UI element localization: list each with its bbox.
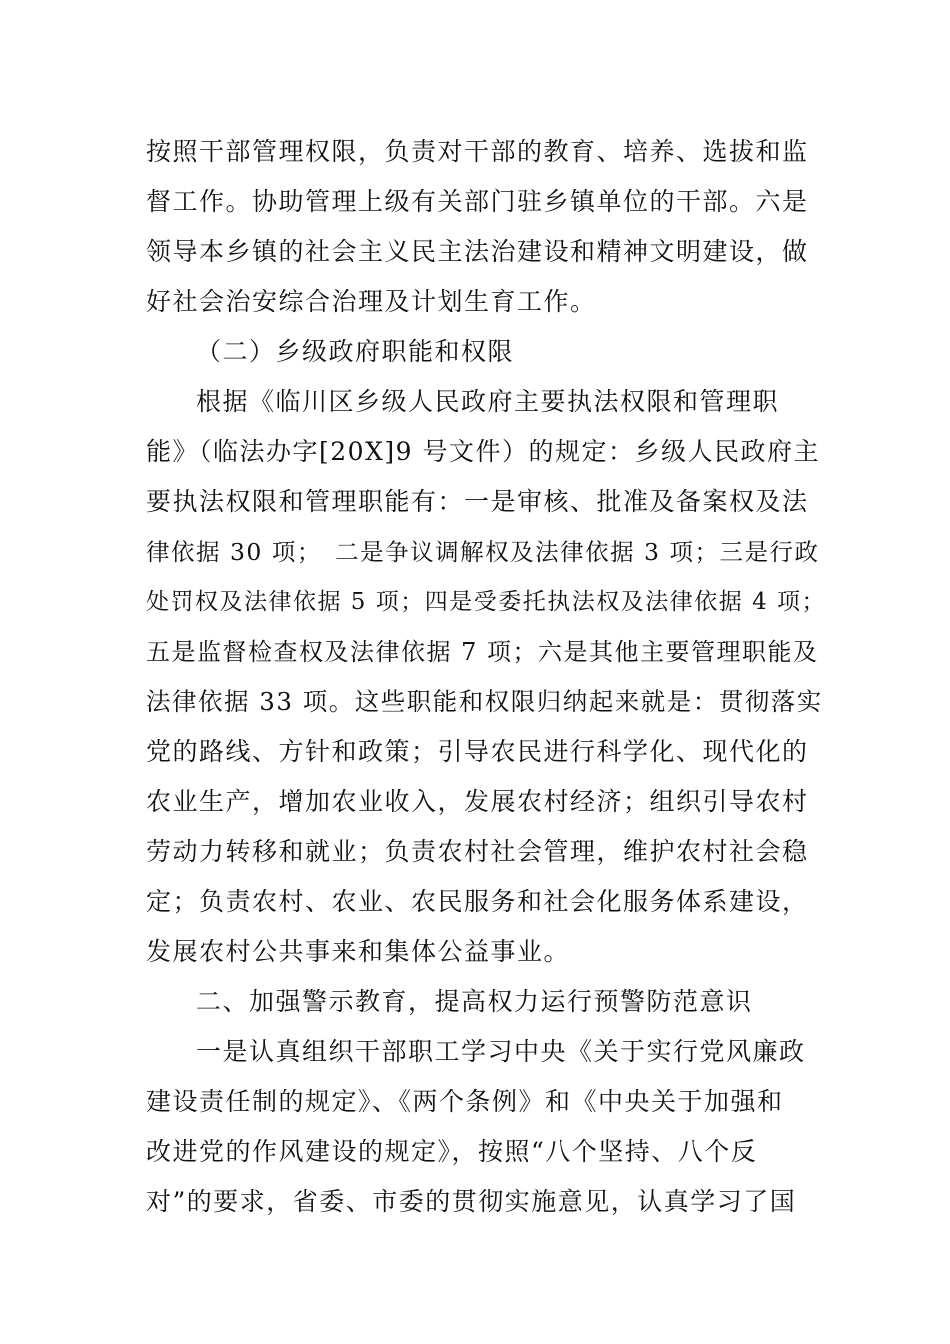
- text-line: 建设责任制的规定》、《两个条例》和《中央关于加强和: [146, 1087, 784, 1116]
- text-line: 要执法权限和管理职能有：一是审核、批准及备案权及法: [146, 487, 809, 516]
- text-line: 领导本乡镇的社会主义民主法治建设和精神文明建设，做: [146, 237, 809, 266]
- text-line: 法律依据 33 项。这些职能和权限归纳起来就是：贯彻落实: [146, 687, 823, 716]
- text-line: 根据《临川区乡级人民政府主要执法权限和管理职: [196, 387, 780, 416]
- text-line: 好社会治安综合治理及计划生育工作。: [146, 287, 597, 316]
- text-line: 定；负责农村、农业、农民服务和社会化服务体系建设，: [146, 887, 809, 916]
- text-line: 改进党的作风建设的规定》，按照“八个坚持、八个反: [146, 1137, 758, 1166]
- text-line: 处罚权及法律依据 5 项；四是受委托执法权及法律依据 4 项；: [146, 589, 827, 615]
- text-line: 按照干部管理权限，负责对干部的教育、培养、选拔和监: [146, 137, 809, 166]
- text-line: 对”的要求，省委、市委的贯彻实施意见，认真学习了国: [146, 1187, 797, 1216]
- text-line: 能》（临法办字[20X]9 号文件）的规定：乡级人民政府主: [146, 437, 820, 466]
- text-line: 发展农村公共事来和集体公益事业。: [146, 937, 571, 966]
- text-line: 督工作。协助管理上级有关部门驻乡镇单位的干部。六是: [146, 187, 809, 216]
- text-line: 农业生产，增加农业收入，发展农村经济；组织引导农村: [146, 787, 809, 816]
- section-heading: （二）乡级政府职能和权限: [196, 337, 515, 366]
- text-line: 五是监督检查权及法律依据 7 项；六是其他主要管理职能及: [146, 638, 819, 666]
- text-line: 党的路线、方针和政策；引导农民进行科学化、现代化的: [146, 737, 809, 766]
- text-line: 劳动力转移和就业；负责农村社会管理，维护农村社会稳: [146, 837, 809, 866]
- text-line: 律依据 30 项； 二是争议调解权及法律依据 3 项；三是行政: [146, 538, 820, 566]
- section-heading: 二、加强警示教育，提高权力运行预警防范意识: [196, 987, 753, 1016]
- text-line: 一是认真组织干部职工学习中央《关于实行党风廉政: [196, 1037, 806, 1066]
